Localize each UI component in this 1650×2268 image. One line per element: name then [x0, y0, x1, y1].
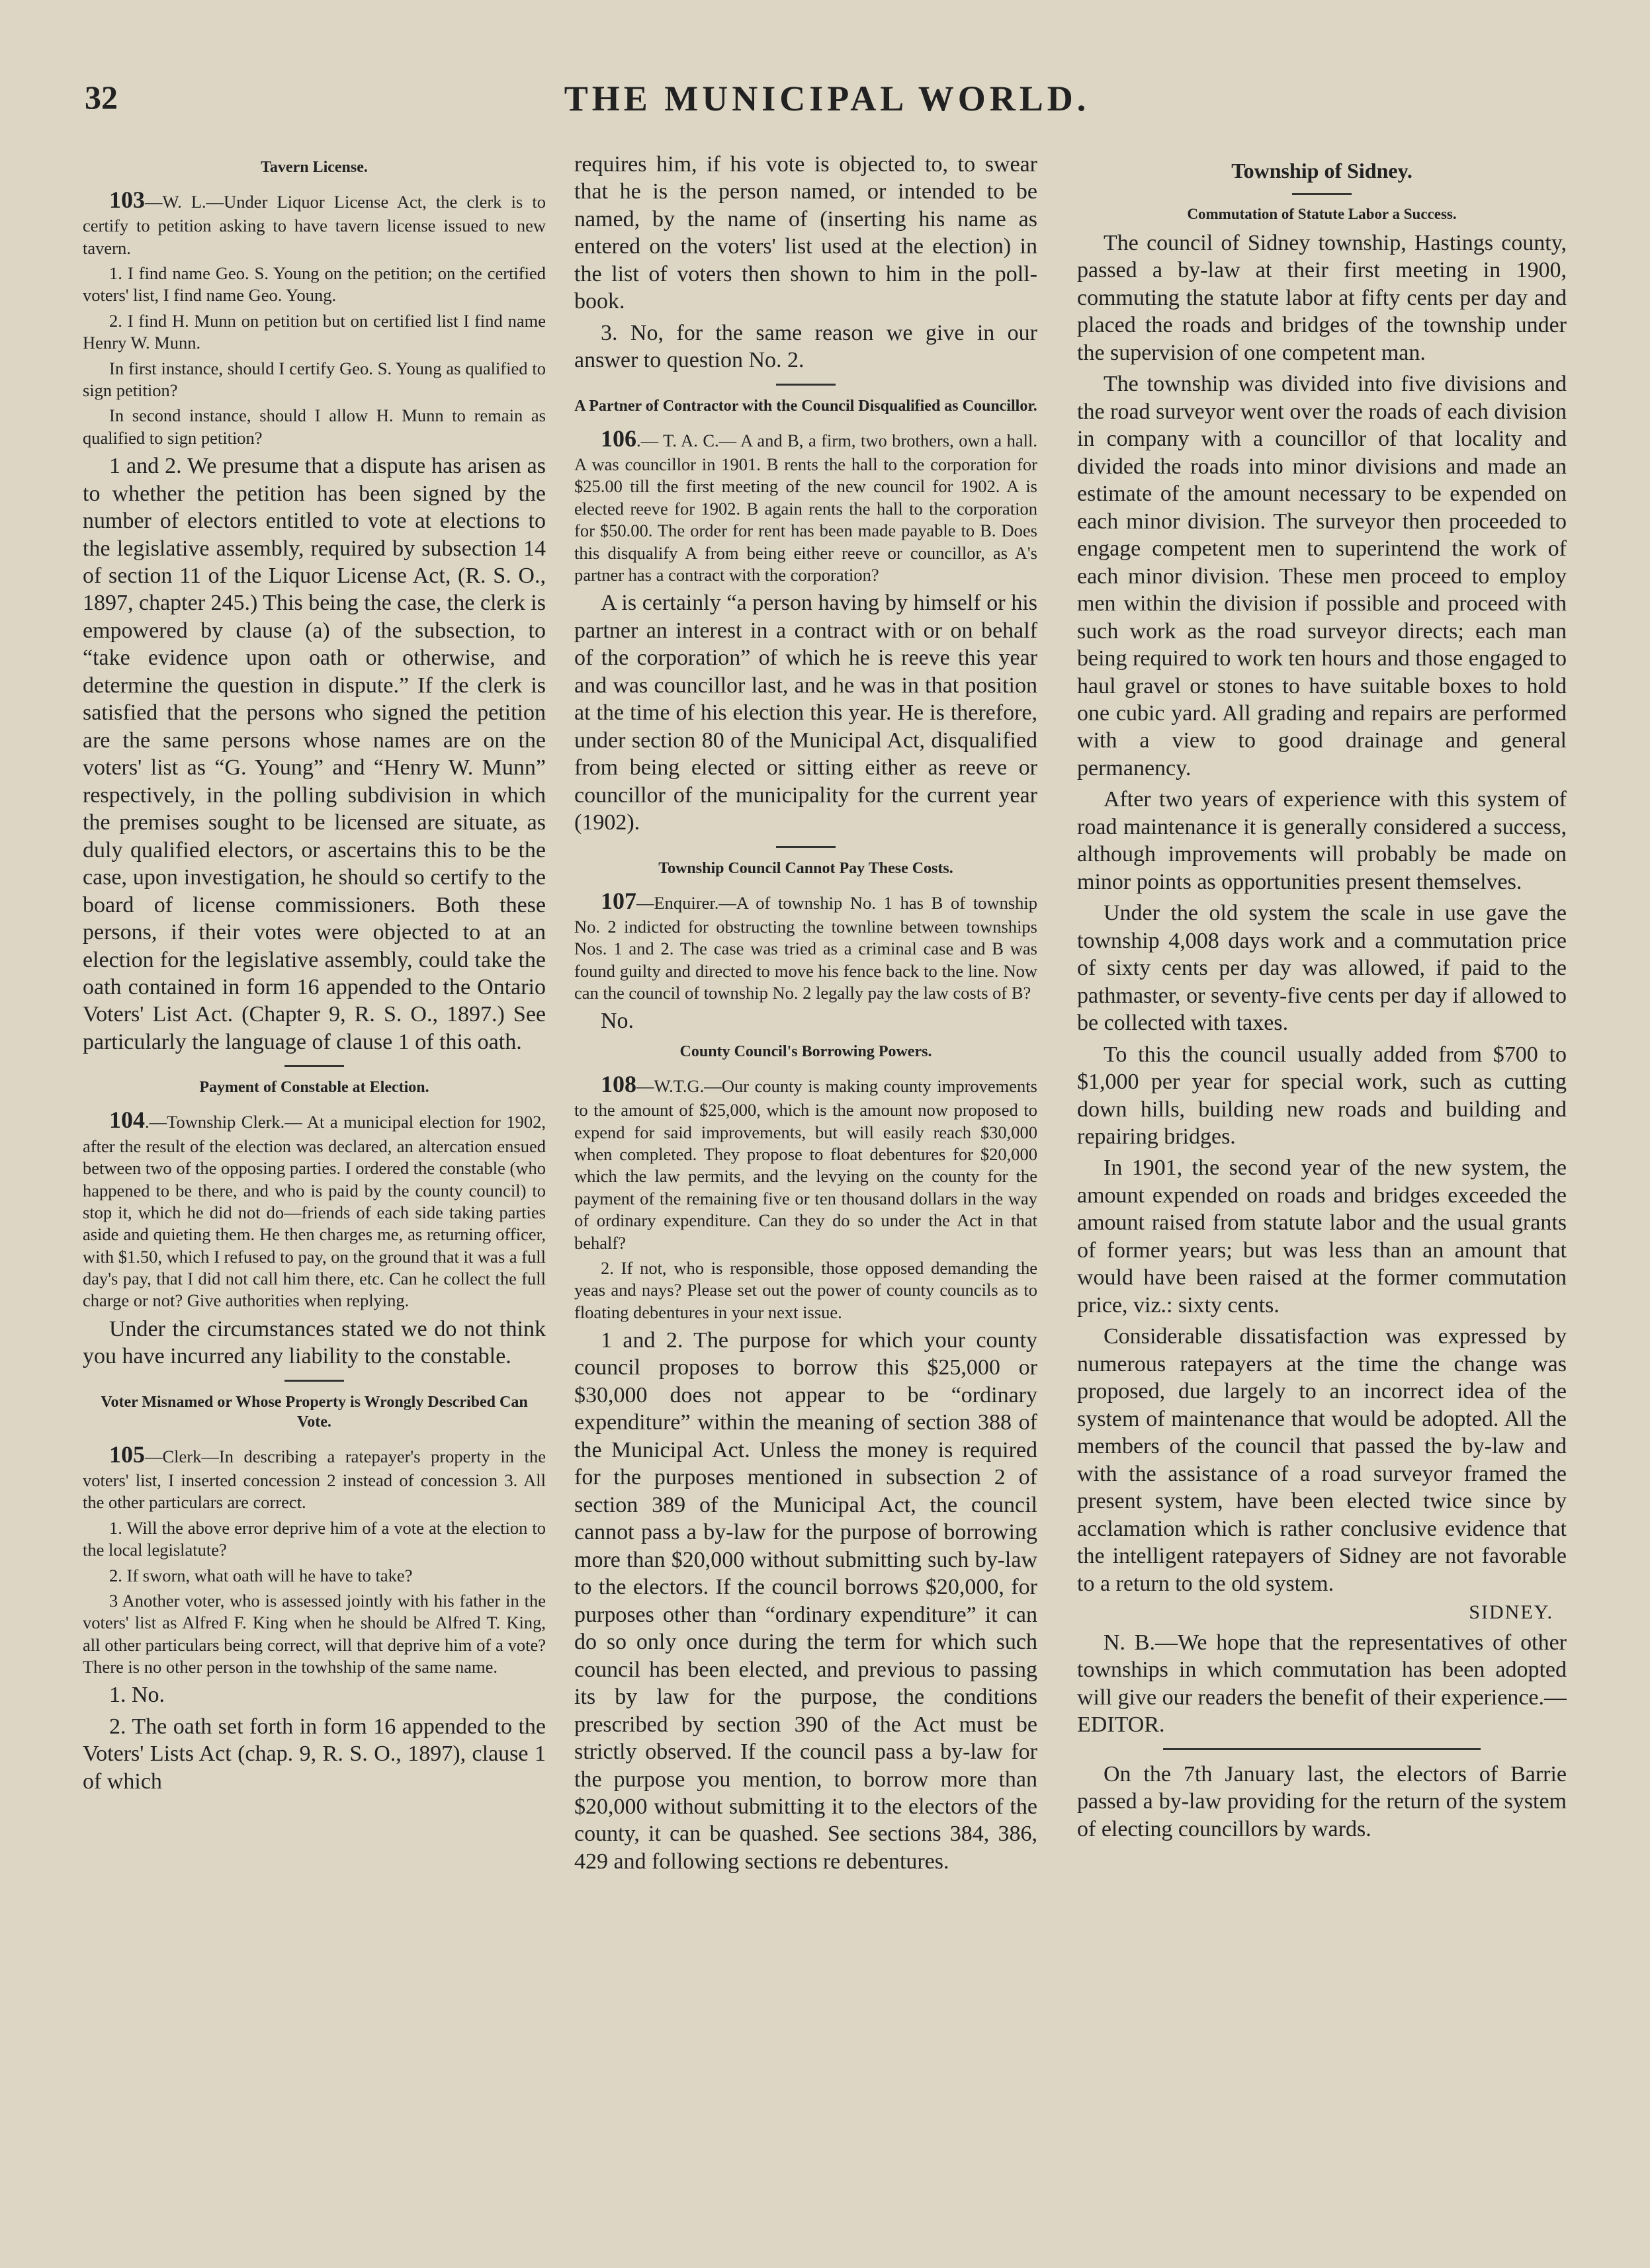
section-divider — [776, 846, 836, 848]
question-106 — [574, 424, 1037, 587]
section-divider — [1163, 1748, 1481, 1750]
question-text: In first instance, should I certify Geo. S. Young as qualified to sign petition? — [83, 358, 546, 400]
question-number: 106 — [601, 425, 636, 452]
question-text: 1. I find name Geo. S. Young on the petition; on the certified voters' list, I find name Geo. Young. — [83, 263, 546, 306]
answer-105: 2. The oath set forth in form 16 appended to the Voters' Lists Act (chap. 9, R. S. O., 1897), clause 1 of which — [83, 1714, 546, 1794]
question-text: 2. If not, who is responsible, those opposed demanding the yeas and nays? Please set out the power of county councils as to floating debentures in your next issue. — [574, 1257, 1037, 1322]
section-divider — [284, 1380, 344, 1382]
journal-title: THE MUNICIPAL WORLD. — [564, 79, 1090, 118]
section-title-constable-payment: Payment of Constable at Election. — [199, 1079, 429, 1097]
question-number: 103 — [109, 187, 145, 213]
section-title-partner-disqualified: A Partner of Contractor with the Council Disqualified as Councillor. — [574, 397, 1037, 415]
question-text: —W.T.G.—Our county is making county improvements to the amount of $25,000, which is the amount now proposed to expend for said improvements, but will easily reach $30,000 when completed. They propose to float debentures for $20,000 which the law permits, and the levying on the county for the payment of the remaining five or ten thousand dollars in the way of ordinary expenditure. Can they do so under the Act in that behalf? — [574, 1075, 1037, 1253]
article-paragraph: The council of Sidney township, Hastings county, passed a by-law at their first meeting in 1900, commuting the statute labor at fifty cents per day and placed the roads and bridges of the township under the supervision of one competent man. — [1077, 231, 1567, 365]
section-title-tavern-license: Tavern License. — [261, 159, 368, 176]
article-paragraph: The township was divided into five divisions and the road surveyor went over the roads of each division in company with a councillor of that locality and divided the roads into minor divisions and made an estimate of the amount necessary to be expended on each minor division. The surveyor then proceeded to engage competent men to superintend the work of each minor division. These men proceed to employ men within the division if possible and proceed with such work as the road surveyor directs; each man being required to work ten hours and those engaged to haul gravel or stones to have suitable boxes to hold one cubic yard. All grading and repairs are performed with a view to good drainage and general permanency. — [1077, 372, 1567, 780]
question-text: —Clerk—In describing a ratepayer's property in the voters' list, I inserted concession 2 instead of concession 3. All the other particulars are correct. — [83, 1446, 546, 1513]
column-left — [83, 151, 546, 2234]
column-right — [1077, 151, 1567, 2234]
article-paragraph: In 1901, the second year of the new system, the amount expended on roads and bridges exceeded the amount raised from statute labor and the usual grants of former years; but was less than an amount that would have been raised at the former commutation price, viz.: sixty cents. — [1077, 1155, 1567, 1318]
question-number: 107 — [601, 887, 636, 914]
section-title-voter-misnamed: Voter Misnamed or Whose Property is Wrongly Described Can Vote. — [101, 1393, 528, 1431]
question-text: .— T. A. C.— A and B, a firm, two brothers, own a hall. A was councillor in 1901. B rents the hall to the corporation for $25.00 till the first meeting of the new council for 1902. A is elected reeve for 1902. B again rents the hall to the corporation for $50.00. The order for rent has been made payable to B. Does this disqualify A from being either reeve or councillor, as A's partner has a contract with the corporation? — [574, 430, 1037, 585]
article-paragraph: After two years of experience with this system of road maintenance it is generally considered a success, although improvements will probably be made on minor points as opportunities present themselves. — [1077, 787, 1567, 894]
article-paragraph: To this the council usually added from $700 to $1,000 per year for special work, such as cutting down hills, building new roads and building and repairing bridges. — [1077, 1042, 1567, 1149]
question-number: 105 — [109, 1441, 145, 1468]
question-104 — [83, 1105, 546, 1312]
question-103 — [83, 185, 546, 259]
question-text: 3 Another voter, who is assessed jointly with his father in the voters' list as Alfred F. King when he should be Alfred T. King, all other particulars being correct, will that deprive him of a vote? There is no other person in the towhship of the same name. — [83, 1590, 546, 1677]
question-text: —Enquirer.—A of township No. 1 has B of township No. 2 indicted for obstructing the townline between townships Nos. 1 and 2. The case was tried as a criminal case and B was found guilty and directed to move his fence back to the line. Now can the council of township No. 2 legally pay the law costs of B? — [574, 892, 1037, 1003]
answer-106: A is certainly “a person having by himself or his partner an interest in a contract with or on behalf of the corporation” of which he is reeve this year and was councillor last, and he was in that position at the time of his election this year. He is therefore, under section 80 of the Municipal Act, disqualified from being elected or sitting either as reeve or councillor of the municipality for the current year (1902). — [574, 591, 1037, 835]
answer-108: 1 and 2. The purpose for which your county council proposes to borrow this $25,000 or $30,000 does not appear to be “ordinary expenditure” within the meaning of section 388 of the Municipal Act. Unless the money is required for the purposes mentioned in subsection 2 of section 389 of the Municipal Act, the council cannot pass a by-law for the purpose of borrowing more than $20,000 without submitting such by-law to the electors. If the council borrows $20,000, for purposes other than “ordinary expenditure” it can do so only once during the term for which such council has been elected, and previous to passing its by law for the purpose, the conditions prescribed by section 390 of the Act must be strictly observed. If the council pass a by-law for the purpose you mention, to borrow more than $20,000 without submitting it to the electors of the county, it can be quashed. See sections 384, 386, 429 and following sections re debentures. — [574, 1328, 1037, 1874]
section-divider — [284, 1065, 344, 1067]
page-header — [79, 78, 1575, 138]
question-number: 108 — [601, 1070, 636, 1097]
section-divider — [776, 384, 836, 386]
question-text: In second instance, should I allow H. Munn to remain as qualified to sign petition? — [83, 405, 546, 448]
answer-107: No. — [601, 1009, 634, 1034]
article-title: Township of Sidney. — [1231, 159, 1412, 183]
page-number: 32 — [85, 79, 118, 116]
answer-105: 3. No, for the same reason we give in our answer to question No. 2. — [574, 320, 1037, 373]
question-number: 104 — [109, 1107, 145, 1134]
question-text: 1. Will the above error deprive him of a vote at the election to the local legislatute? — [83, 1517, 546, 1560]
section-title-township-costs: Township Council Cannot Pay These Costs. — [658, 859, 953, 877]
question-105 — [83, 1440, 546, 1514]
question-107 — [574, 886, 1037, 1005]
article-paragraph: Under the old system the scale in use gave the township 4,008 days work and a commutation price of sixty cents per day was allowed, if paid to the pathmaster, or seventy-five cents per day if allowed to be collected with taxes. — [1077, 901, 1567, 1036]
article-subtitle: Commutation of Statute Labor a Success. — [1187, 206, 1457, 222]
article-signature: SIDNEY. — [1469, 1601, 1553, 1623]
section-divider — [1292, 193, 1352, 195]
question-text: 2. I find H. Munn on petition but on certified list I find name Henry W. Munn. — [83, 310, 546, 353]
barrie-note: On the 7th January last, the electors of Barrie passed a by-law providing for the return of the system of electing councillors by wards. — [1077, 1761, 1567, 1841]
section-title-borrowing-powers: County Council's Borrowing Powers. — [679, 1042, 932, 1060]
answer-105-continued: requires him, if his vote is objected to, to swear that he is the person named, or intended to be named, by the name of (inserting his name as entered on the voters' list used at the election) in the list of voters then shown to him in the poll-book. — [574, 152, 1037, 314]
answer-105: 1. No. — [109, 1683, 165, 1708]
editor-note: N. B.—We hope that the representatives of other townships in which commutation has been adopted will give our readers the benefit of their experience.—EDITOR. — [1077, 1630, 1567, 1738]
column-middle — [574, 151, 1037, 2234]
question-text: 2. If sworn, what oath will he have to take? — [109, 1565, 413, 1585]
answer-103: 1 and 2. We presume that a dispute has arisen as to whether the petition has been signed by the number of electors entitled to vote at elections to the legislative assembly, required by subsection 14 of section 11 of the Liquor License Act, (R. S. O., 1897, chapter 245.) This being the case, the clerk is empowered by clause (a) of the subsection, to “take evidence upon oath or otherwise, and determine the question in dispute.” If the clerk is satisfied that the persons who signed the petition are the same persons whose names are on the voters' list as “G. Young” and “Henry W. Munn” respectively, in the polling subdivision in which the premises sought to be licensed are situate, as duly qualified electors, or ascertains this to be the case, upon investigation, he should so certify to the board of license commissioners. Both these persons, if their votes were objected to at an election for the legislative assembly, could take the oath contained in form 16 appended to the Ontario Voters' List Act. (Chapter 9, R. S. O., 1897.) See particularly the language of clause 1 of this oath. — [83, 454, 546, 1054]
article-paragraph: Considerable dissatisfaction was expressed by numerous ratepayers at the time the change was proposed, due largely to an incorrect idea of the system of maintenance that would be adopted. All the members of the council that passed the by-law and with the assistance of a road surveyor framed the present system, have been elected twice since by acclamation which is rather conclusive evidence that the intelligent ratepayers of Sidney are not favorable to a return to the old system. — [1077, 1324, 1567, 1596]
answer-104: Under the circumstances stated we do not think you have incurred any liability to the constable. — [83, 1316, 546, 1369]
question-text: .—Township Clerk.— At a municipal election for 1902, after the result of the election was declared, an altercation ensued between two of the opposing parties. I ordered the constable (who happened to be there, and who is paid by the county council) to stop it, which he did not do—friends of each side taking parties aside and quieting them. He then charges me, as returning officer, with $1.50, which I refused to pay, on the ground that it was a full day's pay, that I did not call him there, etc. Can he collect the full charge or not? Give authorities when replying. — [83, 1112, 546, 1311]
question-108 — [574, 1070, 1037, 1254]
question-text: —W. L.—Under Liquor License Act, the clerk is to certify to petition asking to have tavern license issued to new tavern. — [83, 192, 546, 258]
